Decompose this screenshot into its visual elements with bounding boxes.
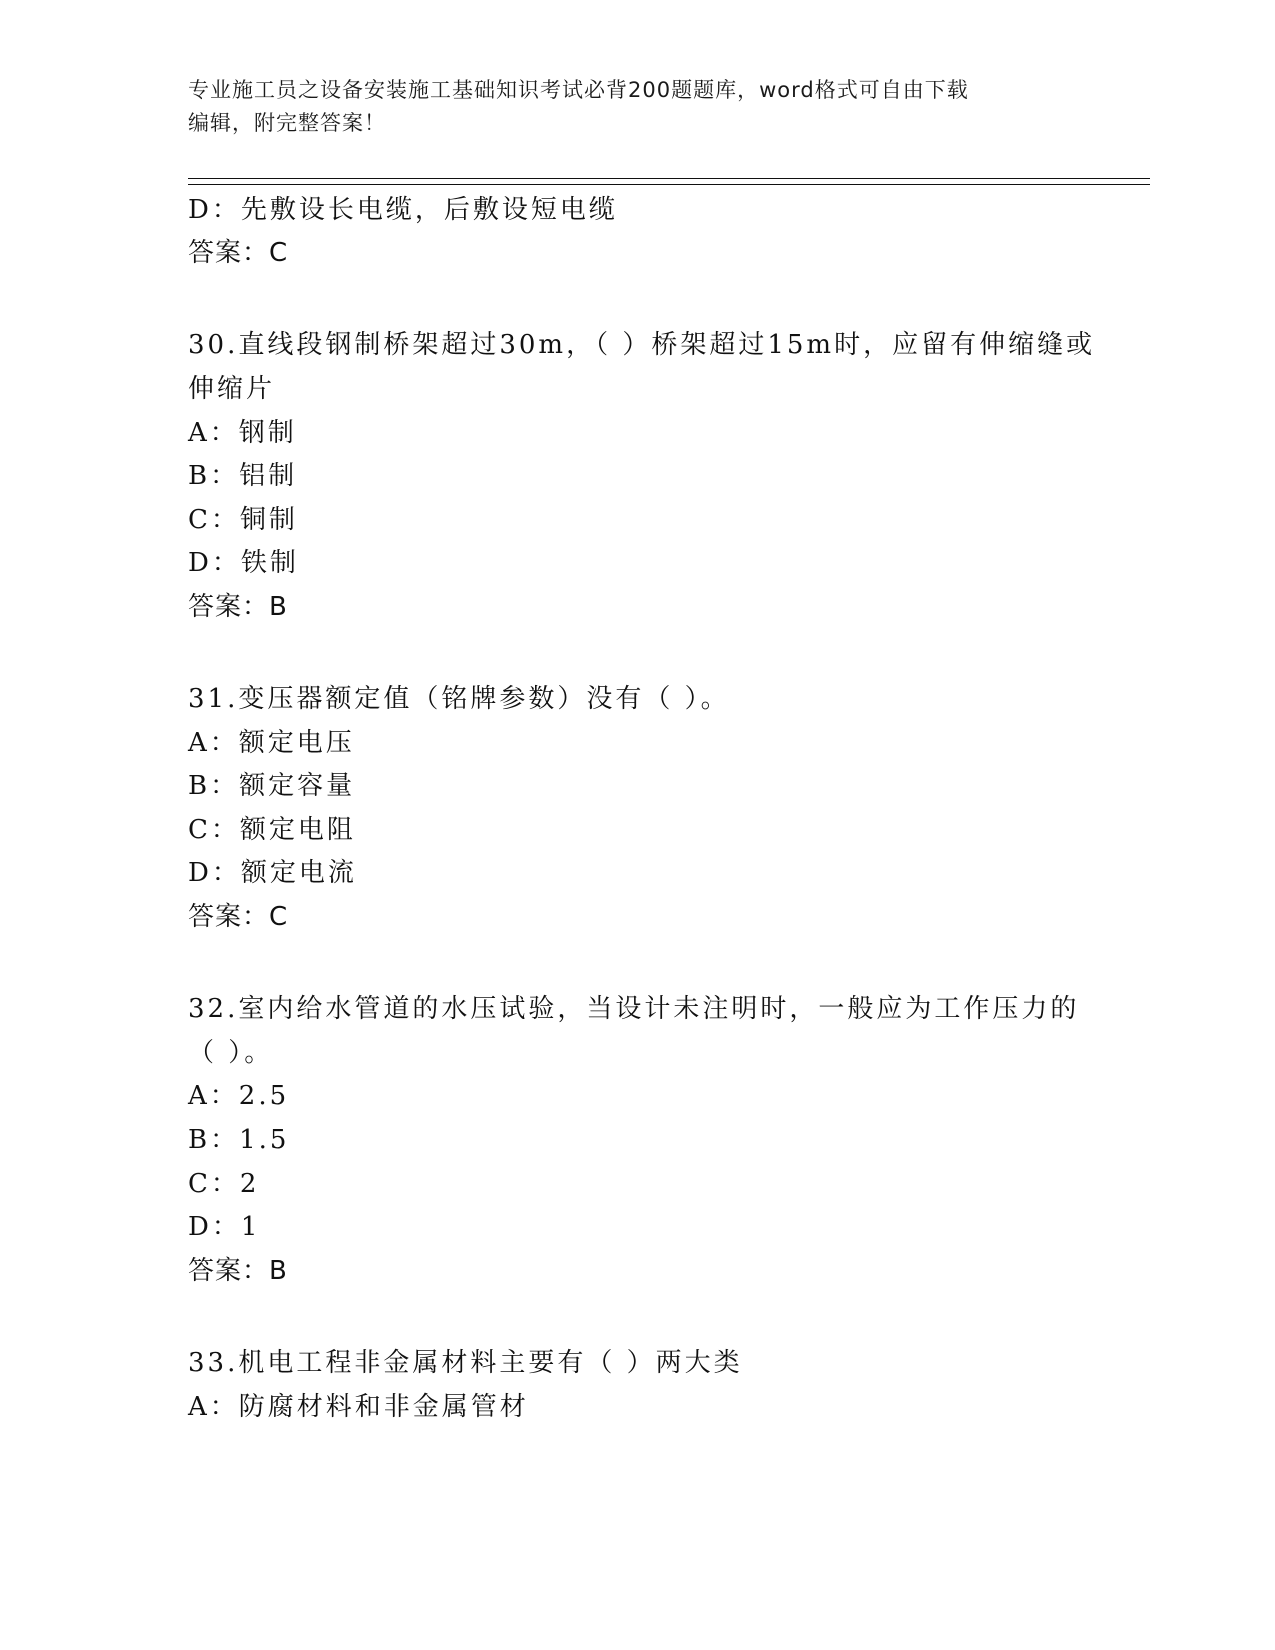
header-title-line-1: 专业施工员之设备安装施工基础知识考试必背200题题库，word格式可自由下载 — [188, 78, 969, 102]
q30-stem-line-1: 30.直线段钢制桥架超过30m，（ ）桥架超过15m时，应留有伸缩缝或 — [188, 330, 1096, 360]
q32-option-d: D：1 — [188, 1212, 261, 1242]
q31-option-d: D：额定电流 — [188, 858, 357, 888]
q32-stem-line-2: （ ）。 — [188, 1038, 274, 1068]
q30-option-b: B：铝制 — [188, 461, 298, 491]
q29-answer: 答案：C — [188, 238, 289, 268]
q30-stem-line-2: 伸缩片 — [188, 374, 276, 404]
header-divider-top — [188, 178, 1150, 179]
q32-answer: 答案：B — [188, 1256, 288, 1286]
q32-stem-line-1: 32.室内给水管道的水压试验，当设计未注明时，一般应为工作压力的 — [188, 994, 1080, 1024]
header-divider-bottom — [188, 184, 1150, 185]
q30-option-a: A：钢制 — [188, 418, 297, 448]
document-header — [188, 74, 1088, 140]
q33-stem: 33.机电工程非金属材料主要有（ ）两大类 — [188, 1348, 743, 1378]
q32-option-c: C：2 — [188, 1169, 260, 1199]
q30-option-c: C：铜制 — [188, 505, 298, 535]
q31-option-a: A：额定电压 — [188, 728, 355, 758]
q32-option-b: B：1.5 — [188, 1125, 290, 1155]
header-title-line-2: 编辑，附完整答案！ — [188, 111, 386, 135]
q30-answer: 答案：B — [188, 592, 288, 622]
q29-option-d: D：先敷设长电缆，后敷设短电缆 — [188, 195, 618, 225]
q30-option-d: D：铁制 — [188, 548, 299, 578]
q32-option-a: A：2.5 — [188, 1081, 290, 1111]
q31-stem: 31.变压器额定值（铭牌参数）没有（ ）。 — [188, 684, 730, 714]
q33-option-a: A：防腐材料和非金属管材 — [188, 1392, 529, 1422]
q31-answer: 答案：C — [188, 902, 289, 932]
q31-option-b: B：额定容量 — [188, 771, 356, 801]
q31-option-c: C：额定电阻 — [188, 815, 356, 845]
